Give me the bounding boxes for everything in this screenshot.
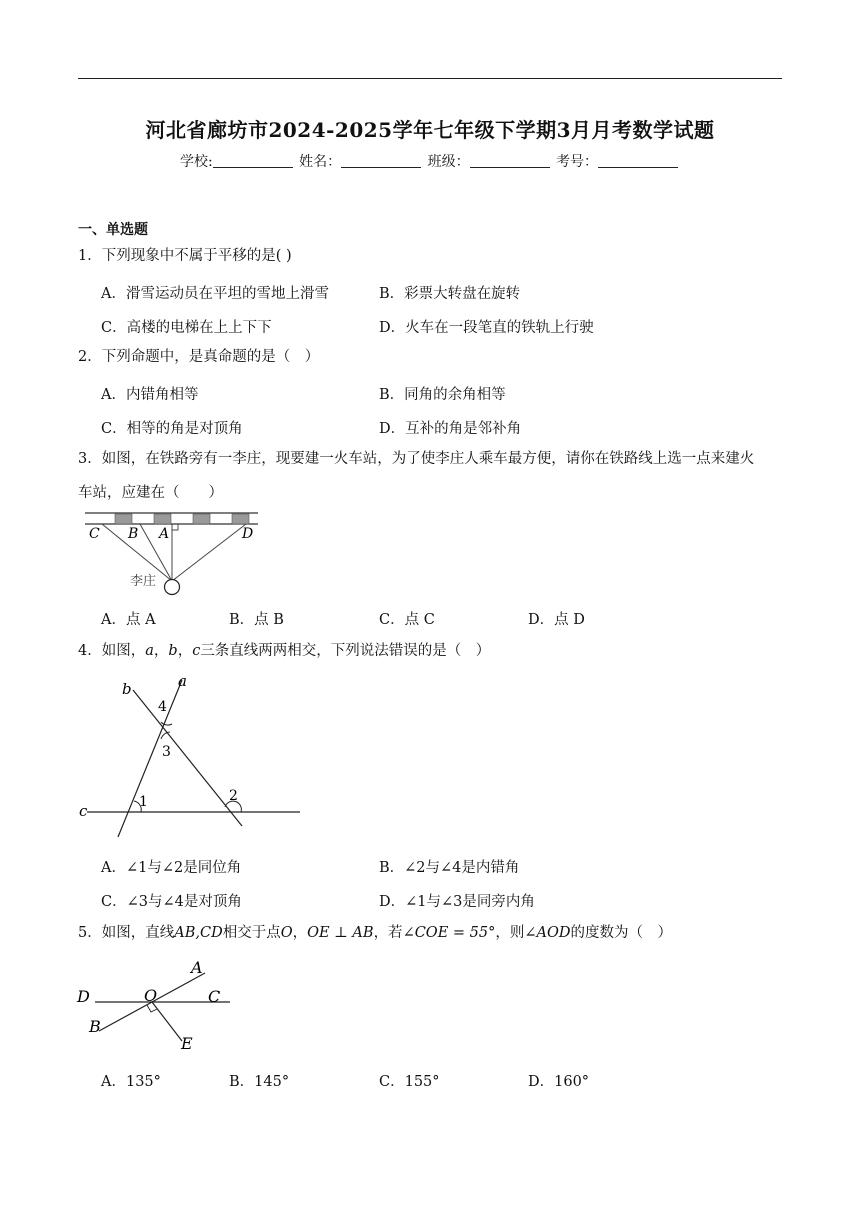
q1-option-b[interactable]: B．彩票大转盘在旋转 (379, 286, 521, 302)
question-3-stem-line1: 3．如图，在铁路旁有一李庄，现要建一火车站，为了使李庄人乘车最方便，请你在铁路线上选一点来建火 (78, 451, 755, 467)
q5-option-a[interactable]: A．135° (101, 1074, 161, 1090)
q5-option-b[interactable]: B．145° (229, 1074, 290, 1090)
q4-stem-pre: 4．如图， (78, 643, 146, 659)
exam-no-blank[interactable] (598, 153, 678, 168)
q4-sep: ， (153, 643, 169, 659)
q4-three-lines-figure (75, 670, 305, 840)
label-b: B (128, 526, 139, 542)
header-rule (78, 78, 782, 79)
q5-mid2: ，若 (373, 925, 403, 941)
q5-stem-pre: 5．如图，直线 (78, 925, 175, 941)
q2-option-b[interactable]: B．同角的余角相等 (379, 387, 506, 403)
q2-option-d[interactable]: D．互补的角是邻补角 (379, 421, 522, 437)
question-2-stem: 2．下列命题中，是真命题的是（ ） (78, 349, 320, 365)
page-title: 河北省廊坊市2024-2025学年七年级下学期3月月考数学试题 (145, 118, 715, 142)
q1-option-d[interactable]: D．火车在一段笔直的铁轨上行驶 (379, 320, 594, 336)
q5-option-d[interactable]: D．160° (528, 1074, 590, 1090)
student-info-line (0, 151, 860, 171)
q5-point: O (280, 925, 293, 941)
label-b: b (122, 680, 132, 698)
name-label: 姓名： (299, 154, 342, 170)
label-c: c (79, 802, 88, 820)
village-label: 李庄 (130, 574, 157, 589)
angle-3-arc (161, 732, 170, 739)
q3-option-c[interactable]: C．点 C (379, 612, 435, 628)
section-heading: 一、单选题 (78, 222, 148, 238)
question-1-stem: 1．下列现象中不属于平移的是( ) (78, 248, 292, 264)
q3-option-b[interactable]: B．点 B (229, 612, 284, 628)
school-label: 学校: (179, 154, 213, 170)
label-e: E (181, 1034, 193, 1053)
question-3-stem-line2: 车站，应建在（ ） (78, 485, 223, 501)
railway-sleeper (232, 514, 249, 524)
q5-stem-post: 的度数为（ ） (570, 925, 672, 941)
q3-option-d[interactable]: D．点 D (528, 612, 585, 628)
label-d: D (242, 526, 254, 542)
q5-perp: OE ⊥ AB (307, 925, 374, 941)
q4-option-b[interactable]: B．∠2与∠4是内错角 (379, 860, 520, 876)
q4-var-a: a (145, 643, 154, 659)
q2-option-c[interactable]: C．相等的角是对顶角 (101, 421, 243, 437)
school-blank[interactable] (213, 153, 293, 168)
label-c: C (89, 526, 100, 542)
ray-oe (152, 1002, 182, 1041)
q3-railway-figure (80, 505, 270, 600)
q1-option-c[interactable]: C．高楼的电梯在上上下下 (101, 320, 272, 336)
q4-var-c: c (192, 643, 201, 659)
q4-var-b: b (168, 643, 178, 659)
name-blank[interactable] (341, 153, 421, 168)
label-d: D (77, 987, 90, 1006)
q4-option-d[interactable]: D．∠1与∠3是同旁内角 (379, 894, 535, 910)
angle-2-label: 2 (229, 788, 238, 804)
q4-stem-post: 三条直线两两相交，下列说法错误的是（ ） (200, 643, 491, 659)
q5-option-c[interactable]: C．155° (379, 1074, 440, 1090)
angle-1-label: 1 (139, 794, 148, 810)
q5-sep: ， (292, 925, 308, 941)
q3-option-a[interactable]: A．点 A (101, 612, 156, 628)
q2-option-a[interactable]: A．内错角相等 (101, 387, 199, 403)
class-label: 班级： (427, 154, 470, 170)
q5-mid3: ，则 (495, 925, 525, 941)
question-4-stem (78, 641, 490, 661)
q5-intersecting-lines-figure (75, 953, 240, 1058)
label-c: C (208, 987, 221, 1006)
angle-3-label: 3 (162, 744, 171, 760)
class-blank[interactable] (470, 153, 550, 168)
exam-no-label: 考号： (556, 154, 599, 170)
q5-angle-given: ∠COE = 55° (402, 925, 496, 941)
q4-option-c[interactable]: C．∠3与∠4是对顶角 (101, 894, 242, 910)
angle-4-label: 4 (158, 699, 167, 715)
q4-sep: ， (177, 643, 193, 659)
q5-mid1: 相交于点 (222, 925, 281, 941)
q1-option-a[interactable]: A．滑雪运动员在平坦的雪地上滑雪 (101, 286, 329, 302)
segment-to-d (172, 524, 246, 581)
railway-sleeper (115, 514, 132, 524)
question-5-stem (78, 923, 672, 943)
railway-sleeper (193, 514, 210, 524)
railway-sleeper (154, 514, 171, 524)
angle-4-arc (161, 722, 172, 725)
line-a (118, 680, 182, 837)
right-angle-mark (172, 524, 178, 530)
q5-lines: AB,CD (174, 925, 223, 941)
label-b: B (89, 1017, 101, 1036)
q4-option-a[interactable]: A．∠1与∠2是同位角 (101, 860, 242, 876)
label-o: O (144, 986, 158, 1005)
q5-angle-ask: ∠AOD (524, 925, 571, 941)
label-a: A (191, 958, 203, 977)
label-a: A (159, 526, 170, 542)
village-marker (165, 580, 180, 595)
label-a: a (178, 672, 187, 690)
